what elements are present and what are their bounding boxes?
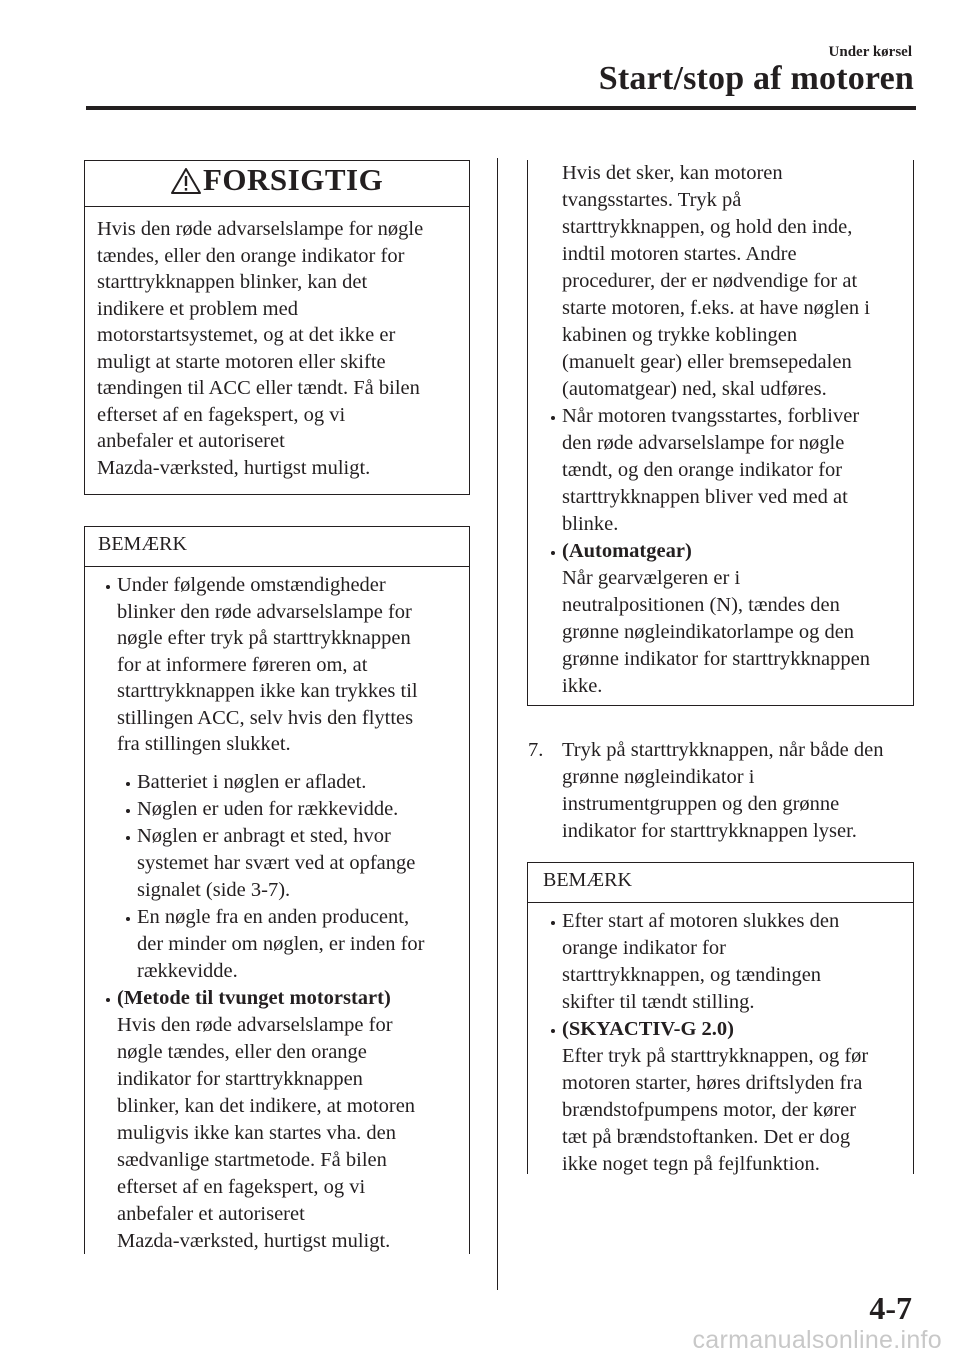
section-label: Under kørsel xyxy=(828,44,912,60)
note1-sub-line: der minder om nøglen, er inden for xyxy=(137,933,425,955)
note1-cont-left-border xyxy=(527,160,528,706)
warning-triangle-icon xyxy=(170,167,202,195)
note1-cont-bottom-rule xyxy=(527,705,914,706)
bullet xyxy=(126,782,130,786)
page-number: 4-7 xyxy=(869,1290,912,1326)
note1-item2-line: blinker, kan det indikere, at motoren xyxy=(117,1095,416,1117)
note1-sub-line: rækkevidde. xyxy=(137,960,238,982)
caution-line: Hvis den røde advarselslampe for nøgle xyxy=(97,218,424,240)
note1-cont-line: indtil motoren startes. Andre xyxy=(562,243,797,265)
caution-line: tændingen til ACC eller tændt. Få bilen xyxy=(97,377,420,399)
note1-sub-line: signalet (side 3-7). xyxy=(137,879,291,901)
page-title: Start/stop af motoren xyxy=(598,60,914,97)
note1-item4-line: grønne indikator for starttrykknappen xyxy=(562,648,870,670)
step7-line: instrumentgruppen og den grønne xyxy=(562,793,840,815)
note1-item1-line: for at informere føreren om, at xyxy=(117,653,368,676)
bullet xyxy=(126,836,130,840)
caution-line: starttrykknappen blinker, kan det xyxy=(97,271,368,293)
note1-cont-line: (automatgear) ned, skal udføres. xyxy=(562,378,827,400)
caution-line: indikere et problem med xyxy=(97,297,298,320)
bullet xyxy=(126,917,130,921)
note1-item4-line: neutralpositionen (N), tændes den xyxy=(562,594,840,616)
step7-line: indikator for starttrykknappen lyser. xyxy=(562,820,857,842)
bullet xyxy=(551,551,555,555)
note1-item4-line: ikke. xyxy=(562,675,603,697)
caution-line: tændes, eller den orange indikator for xyxy=(97,244,405,267)
note1-item3-line: Når motoren tvangsstartes, forbliver xyxy=(562,405,860,427)
note2-right-border xyxy=(913,862,914,1174)
note1-title: BEMÆRK xyxy=(98,533,187,555)
note1-item1-line: nøgle efter tryk på starttrykknappen xyxy=(117,627,411,649)
note1-sub-line: Nøglen er uden for rækkevidde. xyxy=(137,798,399,820)
note1-title-rule xyxy=(84,566,470,567)
note1-cont-line: Hvis det sker, kan motoren xyxy=(562,162,783,184)
step7-line: grønne nøgleindikator i xyxy=(562,766,755,788)
note1-item2-line: anbefaler et autoriseret xyxy=(117,1203,305,1225)
note1-item4-heading: (Automatgear) xyxy=(562,540,692,562)
note1-item1-line: fra stillingen slukket. xyxy=(117,733,291,755)
caution-line: muligt at starte motoren eller skifte xyxy=(97,350,386,373)
watermark: carmanualsonline.info xyxy=(692,1326,942,1354)
bullet xyxy=(551,921,555,925)
caution-line: Mazda-værksted, hurtigst muligt. xyxy=(97,456,371,479)
note1-sub-line: systemet har svært ved at opfange xyxy=(137,852,416,874)
note1-item3-line: starttrykknappen bliver ved med at xyxy=(562,486,848,508)
bullet xyxy=(551,1029,555,1033)
note2-top-rule xyxy=(527,862,914,863)
note2-title-rule xyxy=(527,902,914,903)
note1-item2-heading: (Metode til tvunget motorstart) xyxy=(117,987,391,1009)
note1-top-rule xyxy=(84,526,470,527)
note1-item2-line: nøgle tændes, eller den orange xyxy=(117,1041,367,1063)
bullet xyxy=(106,998,110,1002)
header-rule xyxy=(86,106,916,110)
note1-item2-line: Mazda-værksted, hurtigst muligt. xyxy=(117,1230,391,1252)
note1-cont-right-border xyxy=(913,160,914,706)
note1-cont-line: tvangsstartes. Tryk på xyxy=(562,189,742,211)
note2-item1-line: starttrykknappen, og tændingen xyxy=(562,964,822,986)
caution-line: anbefaler et autoriseret xyxy=(97,430,285,452)
step7-number: 7. xyxy=(528,739,544,761)
note1-item2-line: Hvis den røde advarselslampe for xyxy=(117,1014,393,1036)
caution-title: FORSIGTIG xyxy=(203,162,384,197)
note1-item1-line: Under følgende omstændigheder xyxy=(117,574,386,596)
note2-item2-line: motoren starter, høres driftslyden fra xyxy=(562,1072,863,1094)
note1-item1-line: starttrykknappen ikke kan trykkes til xyxy=(117,680,418,702)
caution-title-rule xyxy=(84,206,470,207)
note2-item2-line: ikke noget tegn på fejlfunktion. xyxy=(562,1153,820,1175)
note1-item3-line: blinke. xyxy=(562,513,619,535)
note1-item4-line: grønne nøgleindikatorlampe og den xyxy=(562,621,855,643)
note1-item2-line: efterset af en fagekspert, og vi xyxy=(117,1176,366,1198)
note1-cont-line: starttrykknappen, og hold den inde, xyxy=(562,216,853,238)
note2-item1-line: orange indikator for xyxy=(562,937,726,959)
note2-item2-line: Efter tryk på starttrykknappen, og før xyxy=(562,1045,869,1067)
bullet xyxy=(126,809,130,813)
note1-cont-line: (manuelt gear) eller bremsepedalen xyxy=(562,351,852,373)
note1-item1-line: stillingen ACC, selv hvis den flyttes xyxy=(117,706,414,729)
note1-sub-line: Nøglen er anbragt et sted, hvor xyxy=(137,825,391,847)
caution-line: motorstartsystemet, og at det ikke er xyxy=(97,324,396,346)
note2-item1-line: skifter til tændt stilling. xyxy=(562,991,755,1013)
note2-item2-line: tæt på brændstoftanken. Det er dog xyxy=(562,1126,851,1148)
note1-cont-line: kabinen og trykke koblingen xyxy=(562,324,798,346)
note1-cont-line: procedurer, der er nødvendige for at xyxy=(562,270,858,292)
step7-line: Tryk på starttrykknappen, når både den xyxy=(562,739,884,761)
bullet xyxy=(106,585,110,589)
note1-left-border xyxy=(84,526,85,1254)
note1-cont-line: starte motoren, f.eks. at have nøglen i xyxy=(562,297,870,319)
note1-item4-line: Når gearvælgeren er i xyxy=(562,567,741,589)
note1-item2-line: muligvis ikke kan startes vha. den xyxy=(117,1122,396,1144)
note2-item1-line: Efter start af motoren slukkes den xyxy=(562,910,840,932)
bullet xyxy=(551,416,555,420)
note1-sub-line: Batteriet i nøglen er afladet. xyxy=(137,771,367,793)
column-divider xyxy=(497,158,498,1290)
note1-item2-line: indikator for starttrykknappen xyxy=(117,1068,363,1090)
note1-sub-line: En nøgle fra en anden producent, xyxy=(137,906,410,928)
note1-item2-line: sædvanlige startmetode. Få bilen xyxy=(117,1149,387,1171)
note2-item2-heading: (SKYACTIV-G 2.0) xyxy=(562,1018,734,1040)
note2-title: BEMÆRK xyxy=(543,869,632,891)
caution-line: efterset af en fagekspert, og vi xyxy=(97,403,346,426)
note1-right-border xyxy=(469,526,470,1254)
note2-left-border xyxy=(527,862,528,1174)
note1-item1-line: blinker den røde advarselslampe for xyxy=(117,600,412,623)
note1-item3-line: den røde advarselslampe for nøgle xyxy=(562,432,845,454)
note1-item3-line: tændt, og den orange indikator for xyxy=(562,459,843,481)
note2-item2-line: brændstofpumpens motor, der kører xyxy=(562,1099,857,1121)
